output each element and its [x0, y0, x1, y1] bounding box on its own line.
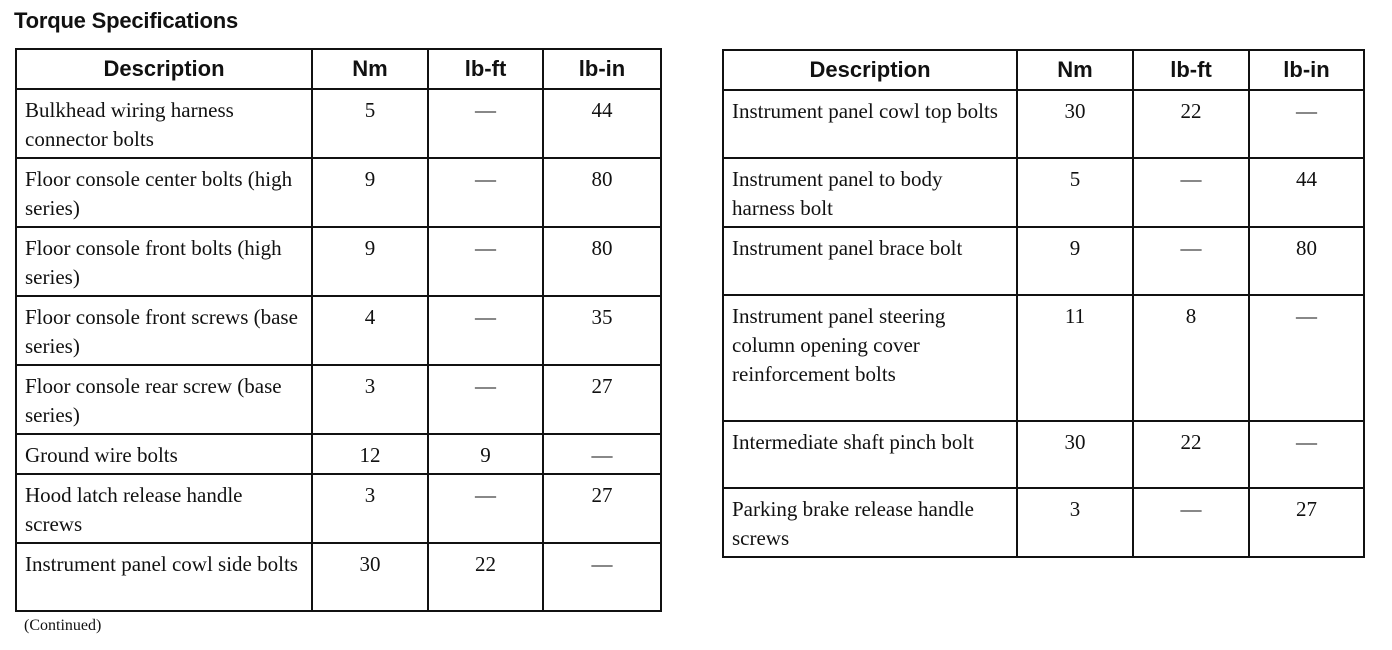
table-row [723, 158, 1364, 227]
cell-lb-in: 80 [1249, 227, 1364, 295]
cell-description: Parking brake release handle screws [723, 488, 1017, 557]
cell-description: Floor console center bolts (high series) [16, 158, 312, 227]
cell-nm: 4 [312, 296, 428, 365]
cell-description: Instrument panel steering column opening cover reinforcement bolts [723, 295, 1017, 421]
header-lb-ft: lb-ft [1133, 50, 1249, 90]
table-row [16, 543, 661, 611]
cell-lb-in: 80 [543, 158, 661, 227]
cell-nm: 5 [312, 89, 428, 158]
cell-lb-ft: — [1133, 488, 1249, 557]
table-row [16, 474, 661, 543]
cell-lb-ft: — [428, 365, 543, 434]
table-row [723, 90, 1364, 158]
cell-lb-ft: 8 [1133, 295, 1249, 421]
table-row [723, 488, 1364, 557]
header-nm: Nm [1017, 50, 1133, 90]
header-lb-ft: lb-ft [428, 49, 543, 89]
cell-lb-ft: — [428, 227, 543, 296]
table-row [723, 295, 1364, 421]
cell-nm: 30 [312, 543, 428, 611]
table-row [723, 421, 1364, 488]
cell-lb-ft: — [428, 474, 543, 543]
cell-lb-ft: 22 [1133, 90, 1249, 158]
cell-nm: 3 [1017, 488, 1133, 557]
cell-description: Floor console front screws (base series) [16, 296, 312, 365]
cell-lb-in: 80 [543, 227, 661, 296]
table-row [723, 227, 1364, 295]
cell-description: Instrument panel brace bolt [723, 227, 1017, 295]
cell-description: Bulkhead wiring harness connector bolts [16, 89, 312, 158]
cell-description: Floor console rear screw (base series) [16, 365, 312, 434]
cell-lb-ft: 9 [428, 434, 543, 474]
header-lb-in: lb-in [1249, 50, 1364, 90]
cell-nm: 9 [1017, 227, 1133, 295]
cell-nm: 12 [312, 434, 428, 474]
table-row [16, 365, 661, 434]
cell-nm: 3 [312, 365, 428, 434]
cell-lb-ft: — [428, 296, 543, 365]
cell-lb-ft: 22 [428, 543, 543, 611]
cell-lb-in: — [543, 434, 661, 474]
table-row [16, 434, 661, 474]
cell-lb-in: — [1249, 421, 1364, 488]
page-title: Torque Specifications [14, 8, 238, 33]
cell-lb-ft: — [428, 158, 543, 227]
header-lb-in: lb-in [543, 49, 661, 89]
cell-lb-in: 27 [543, 365, 661, 434]
cell-lb-in: 35 [543, 296, 661, 365]
cell-nm: 11 [1017, 295, 1133, 421]
cell-description: Hood latch release handle screws [16, 474, 312, 543]
cell-lb-ft: — [428, 89, 543, 158]
table-row [16, 227, 661, 296]
cell-description: Intermediate shaft pinch bolt [723, 421, 1017, 488]
cell-lb-ft: 22 [1133, 421, 1249, 488]
cell-nm: 3 [312, 474, 428, 543]
cell-description: Floor console front bolts (high series) [16, 227, 312, 296]
cell-lb-in: 44 [543, 89, 661, 158]
table-row [16, 158, 661, 227]
cell-lb-ft: — [1133, 158, 1249, 227]
cell-lb-ft: — [1133, 227, 1249, 295]
cell-lb-in: — [1249, 295, 1364, 421]
cell-lb-in: — [543, 543, 661, 611]
cell-lb-in: 27 [543, 474, 661, 543]
header-row [16, 49, 661, 89]
torque-table-left [15, 48, 662, 612]
cell-lb-in: 44 [1249, 158, 1364, 227]
cell-nm: 30 [1017, 421, 1133, 488]
cell-nm: 9 [312, 227, 428, 296]
header-description: Description [723, 50, 1017, 90]
continued-note: (Continued) [24, 617, 102, 634]
cell-nm: 9 [312, 158, 428, 227]
cell-nm: 30 [1017, 90, 1133, 158]
table-row [16, 296, 661, 365]
cell-description: Ground wire bolts [16, 434, 312, 474]
cell-description: Instrument panel to body harness bolt [723, 158, 1017, 227]
cell-lb-in: 27 [1249, 488, 1364, 557]
torque-table-right [722, 49, 1365, 558]
cell-nm: 5 [1017, 158, 1133, 227]
cell-lb-in: — [1249, 90, 1364, 158]
header-description: Description [16, 49, 312, 89]
cell-description: Instrument panel cowl top bolts [723, 90, 1017, 158]
table-row [16, 89, 661, 158]
cell-description: Instrument panel cowl side bolts [16, 543, 312, 611]
header-nm: Nm [312, 49, 428, 89]
header-row [723, 50, 1364, 90]
